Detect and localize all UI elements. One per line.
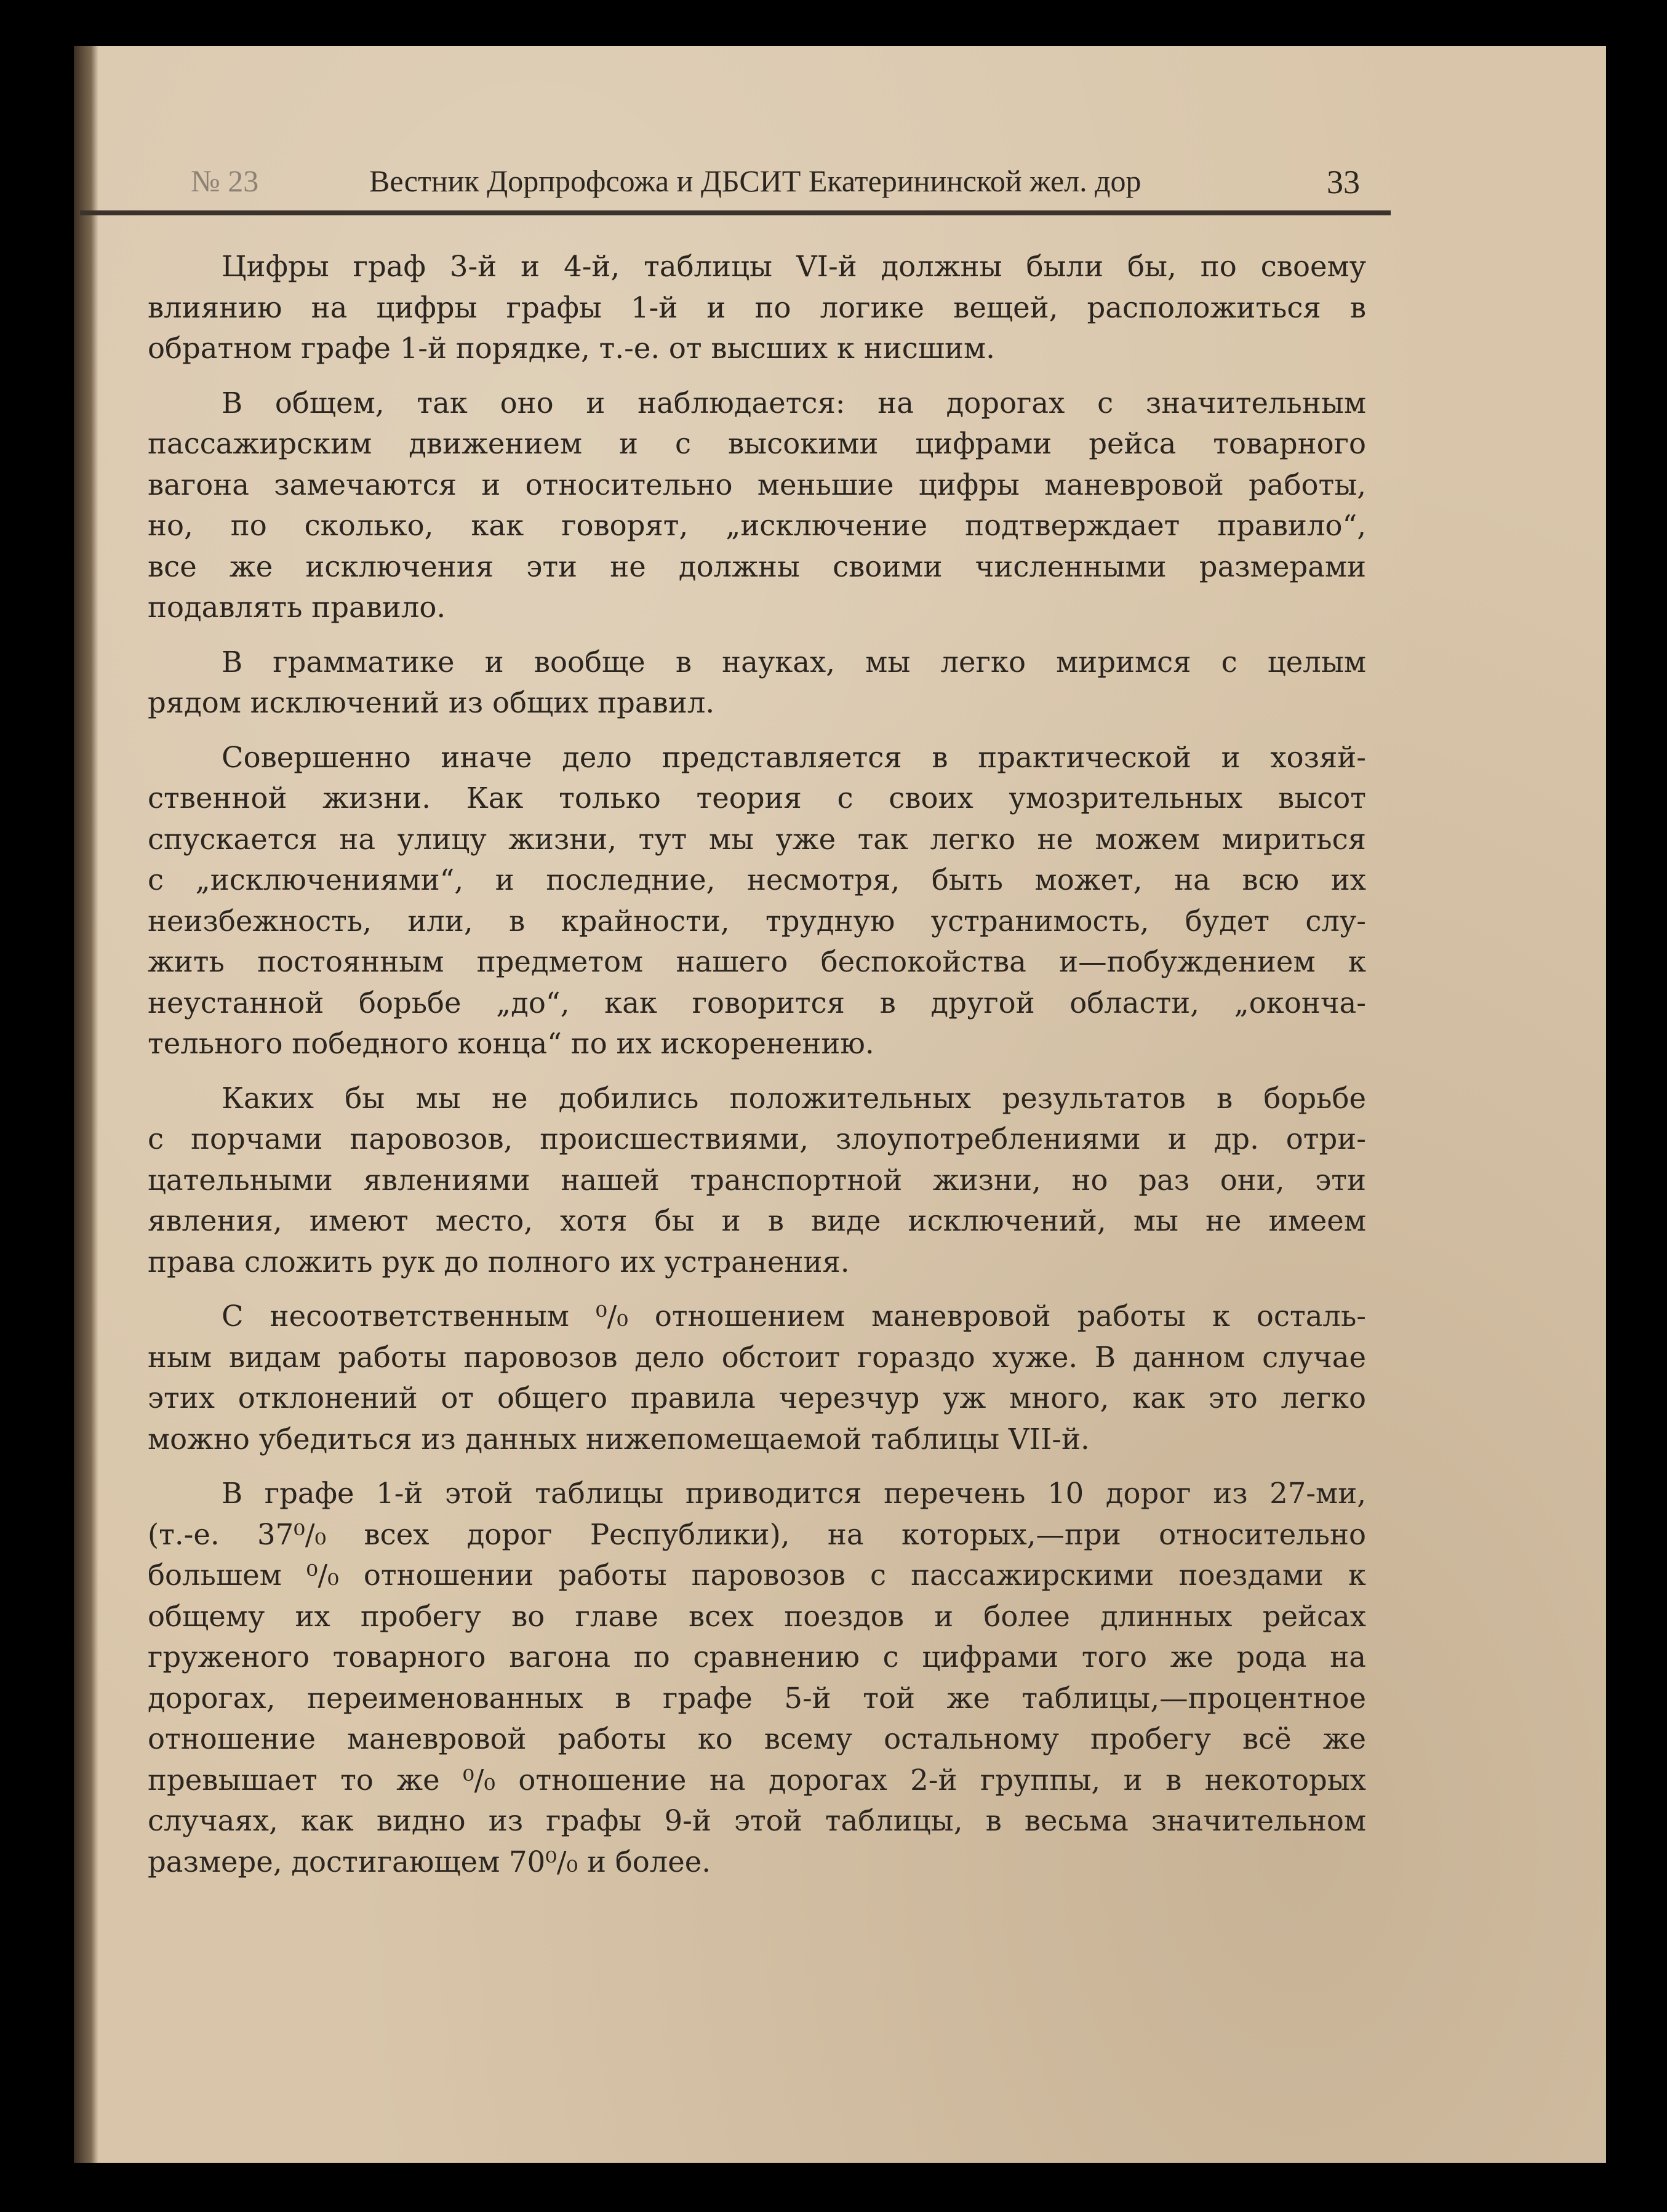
text-line: можно убедиться из данных нижепомещаемой таблицы VII-й. (148, 1422, 1090, 1456)
text-line: размере, достигающем 70⁰/₀ и более. (148, 1845, 711, 1879)
text-line: Цифры граф 3-й и 4-й, таблицы VI-й должны были бы, по своему (222, 250, 1366, 283)
text-line: обратном графе 1-й порядке, т.-е. от высших к нисшим. (148, 332, 995, 365)
text-line: с порчами паровозов, происшествиями, злоупотреблениями и др. отри- (148, 1122, 1366, 1156)
paragraph (148, 1078, 1366, 1283)
text-line: неизбежность, или, в крайности, трудную устранимость, будет слу- (148, 904, 1366, 938)
paragraph (148, 642, 1366, 724)
text-line: влиянию на цифры графы 1-й и по логике вещей, расположиться в (148, 290, 1366, 324)
paragraph (148, 737, 1366, 1064)
running-header (80, 163, 1385, 212)
text-line: тельного победного конца“ по их искоренению. (148, 1027, 874, 1060)
text-line: В общем, так оно и наблюдается: на дорогах с значительным (222, 386, 1366, 420)
text-line: с „исключениями“, и последние, несмотря, быть может, на всю их (148, 863, 1366, 896)
header-rule (80, 210, 1391, 215)
text-line: большем ⁰/₀ отношении работы паровозов с пассажирскими поездами к (148, 1559, 1366, 1592)
text-line: отношение маневровой работы ко всему остальному пробегу всё же (148, 1722, 1366, 1755)
text-line: В грамматике и вообще в науках, мы легко миримся с целым (222, 645, 1366, 679)
text-line: спускается на улицу жизни, тут мы уже так легко не можем мириться (148, 822, 1366, 856)
text-line: превышает то же ⁰/₀ отношение на дорогах 2-й группы, и в некоторых (148, 1763, 1366, 1797)
paragraph (148, 1473, 1366, 1882)
text-line: цательными явлениями нашей транспортной жизни, но раз они, эти (148, 1163, 1366, 1197)
article-body (148, 246, 1366, 1896)
text-line: права сложить рук до полного их устранения. (148, 1245, 850, 1279)
text-line: явления, имеют место, хотя бы и в виде исключений, мы не имеем (148, 1204, 1366, 1237)
page-number: 33 (1327, 164, 1360, 201)
text-line: но, по сколько, как говорят, „исключение подтверждает правило“, (148, 509, 1366, 542)
text-line: подавлять правило. (148, 591, 446, 624)
text-line: Совершенно иначе дело представляется в практической и хозяй- (222, 740, 1366, 774)
text-line: этих отклонений от общего правила черезчур уж много, как это легко (148, 1381, 1366, 1415)
paragraph (148, 246, 1366, 369)
text-line: В графе 1-й этой таблицы приводится перечень 10 дорог из 27-ми, (222, 1477, 1366, 1510)
text-line: вагона замечаются и относительно меньшие цифры маневровой работы, (148, 468, 1366, 501)
paragraph (148, 1296, 1366, 1459)
text-line: неустанной борьбе „до“, как говорится в другой области, „оконча- (148, 986, 1366, 1020)
text-line: груженого товарного вагона по сравнению с цифрами того же рода на (148, 1640, 1366, 1674)
paragraph (148, 383, 1366, 628)
text-line: пассажирским движением и с высокими цифрами рейса товарного (148, 427, 1366, 460)
text-line: рядом исключений из общих правил. (148, 686, 715, 719)
text-line: Каких бы мы не добились положительных результатов в борьбе (222, 1081, 1366, 1115)
text-line: ным видам работы паровозов дело обстоит гораздо хуже. В данном случае (148, 1340, 1366, 1374)
text-line: С несоответственным ⁰/₀ отношением маневровой работы к осталь- (222, 1300, 1366, 1333)
journal-title: Вестник Дорпрофсожа и ДБСИТ Екатерининской жел. дор (369, 164, 1141, 198)
text-line: жить постоянным предметом нашего беспокойства и—побуждением к (148, 945, 1366, 978)
text-line: ственной жизни. Как только теория с своих умозрительных высот (148, 781, 1366, 815)
text-line: случаях, как видно из графы 9-й этой таблицы, в весьма значительном (148, 1804, 1366, 1837)
text-line: общему их пробегу во главе всех поездов и более длинных рейсах (148, 1599, 1366, 1633)
issue-number: № 23 (191, 164, 259, 198)
text-line: (т.-е. 37⁰/₀ всех дорог Республики), на которых,—при относительно (148, 1517, 1366, 1551)
text-line: все же исключения эти не должны своими численными размерами (148, 549, 1366, 583)
text-line: дорогах, переименованных в графе 5-й той же таблицы,—процентное (148, 1681, 1366, 1715)
book-spine-shadow (74, 46, 98, 2163)
